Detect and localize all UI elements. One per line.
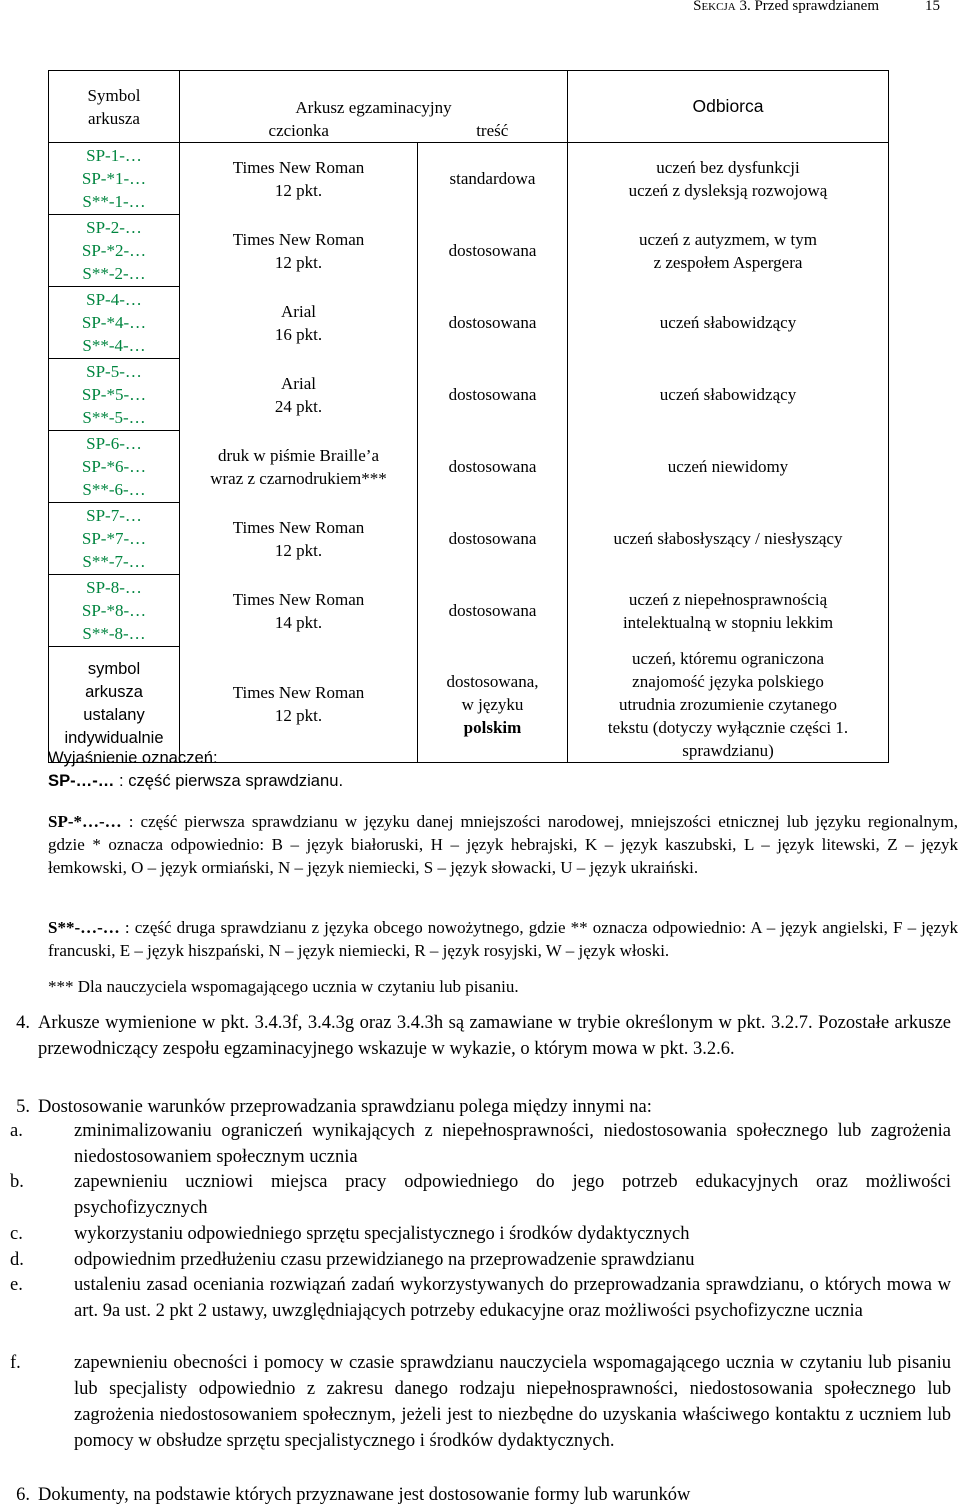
legend-stars: *** Dla nauczyciela wspomagającego ucznia w czytaniu lub pisaniu. bbox=[48, 977, 519, 996]
font-cell: Times New Roman 12 pkt. bbox=[180, 647, 418, 763]
legend bbox=[48, 746, 343, 792]
symbol-cell: SP-4-… SP-*4-… S**-4-… bbox=[49, 287, 180, 359]
table-row bbox=[49, 431, 889, 503]
font-cell: druk w piśmie Braille’a wraz z czarnodrukiem*** bbox=[180, 431, 418, 503]
font-cell: Arial 16 pkt. bbox=[180, 287, 418, 359]
odbiorca-cell: uczeń z niepełnosprawnością intelektualną w stopniu lekkim bbox=[568, 575, 889, 647]
header-arkusz: Arkusz egzaminacyjny bbox=[180, 71, 568, 119]
tresc-cell: dostosowana, w języku polskim bbox=[418, 647, 568, 763]
odbiorca-cell: uczeń, któremu ograniczona znajomość języka polskiego utrudnia zrozumienie czytanego tekstu (dotyczy wyłącznie części 1. sprawdzianu) bbox=[568, 647, 889, 763]
table-row bbox=[49, 287, 889, 359]
font-cell: Times New Roman 14 pkt. bbox=[180, 575, 418, 647]
tresc-cell: dostosowana bbox=[418, 431, 568, 503]
odbiorca-cell: uczeń niewidomy bbox=[568, 431, 889, 503]
table-row bbox=[49, 215, 889, 287]
font-cell: Times New Roman 12 pkt. bbox=[180, 215, 418, 287]
table-row bbox=[49, 143, 889, 215]
section-label: Sekcja 3. bbox=[693, 0, 751, 14]
odbiorca-cell: uczeń słabowidzący bbox=[568, 359, 889, 431]
symbol-cell: SP-8-… SP-*8-… S**-8-… bbox=[49, 575, 180, 647]
symbol-cell: SP-6-… SP-*6-… S**-6-… bbox=[49, 431, 180, 503]
legend-title: Wyjaśnienie oznaczeń: bbox=[48, 748, 218, 767]
header-symbol: Symbol arkusza bbox=[49, 71, 180, 143]
font-cell: Times New Roman 12 pkt. bbox=[180, 143, 418, 215]
symbol-cell: SP-7-… SP-*7-… S**-7-… bbox=[49, 503, 180, 575]
odbiorca-cell: uczeń słabosłyszący / niesłyszący bbox=[568, 503, 889, 575]
table-row-individual bbox=[49, 647, 889, 763]
font-cell: Arial 24 pkt. bbox=[180, 359, 418, 431]
tresc-cell: dostosowana bbox=[418, 359, 568, 431]
page-header bbox=[693, 0, 940, 15]
symbol-cell: symbol arkusza ustalany indywidualnie bbox=[49, 647, 180, 763]
legend-spstar: SP-*…-… : część pierwsza sprawdzianu w języku danej mniejszości narodowej, mniejszości etnicznej lub języku regionalnym, gdzie * oznacza odpowiednio: B – język białoruski, H – język hebrajski, K – język kaszubski, L – język litewski, Z – język łemkowski, O – język ormiański, N – język niemiecki, S – język słowacki, U – język ukraiński. bbox=[48, 812, 958, 877]
font-cell: Times New Roman 12 pkt. bbox=[180, 503, 418, 575]
table-row bbox=[49, 359, 889, 431]
header-tresc: treść bbox=[418, 119, 568, 143]
tresc-cell: standardowa bbox=[418, 143, 568, 215]
odbiorca-cell: uczeń słabowidzący bbox=[568, 287, 889, 359]
legend-s2: S**-…-… : część druga sprawdzianu z języka obcego nowożytnego, gdzie ** oznacza odpowiednio: A – język angielski, F – język francuski, E – język hiszpański, N – język niemiecki, R – język rosyjski, W – język włoski. bbox=[48, 918, 958, 960]
symbol-cell: SP-2-… SP-*2-… S**-2-… bbox=[49, 215, 180, 287]
symbol-cell: SP-5-… SP-*5-… S**-5-… bbox=[49, 359, 180, 431]
symbol-cell: SP-1-… SP-*1-… S**-1-… bbox=[49, 143, 180, 215]
tresc-cell: dostosowana bbox=[418, 575, 568, 647]
header-odbiorca: Odbiorca bbox=[568, 71, 889, 143]
section-title: Przed sprawdzianem bbox=[750, 0, 879, 14]
table-row bbox=[49, 575, 889, 647]
header-czcionka: czcionka bbox=[180, 119, 418, 143]
tresc-cell: dostosowana bbox=[418, 215, 568, 287]
legend-sp: SP-…-… : część pierwsza sprawdzianu. bbox=[48, 771, 344, 790]
table-row bbox=[49, 503, 889, 575]
tresc-cell: dostosowana bbox=[418, 503, 568, 575]
odbiorca-cell: uczeń bez dysfunkcji uczeń z dysleksją rozwojową bbox=[568, 143, 889, 215]
odbiorca-cell: uczeń z autyzmem, w tym z zespołem Aspergera bbox=[568, 215, 889, 287]
page-number: 15 bbox=[925, 0, 940, 14]
exam-sheets-table bbox=[48, 70, 889, 763]
tresc-cell: dostosowana bbox=[418, 287, 568, 359]
